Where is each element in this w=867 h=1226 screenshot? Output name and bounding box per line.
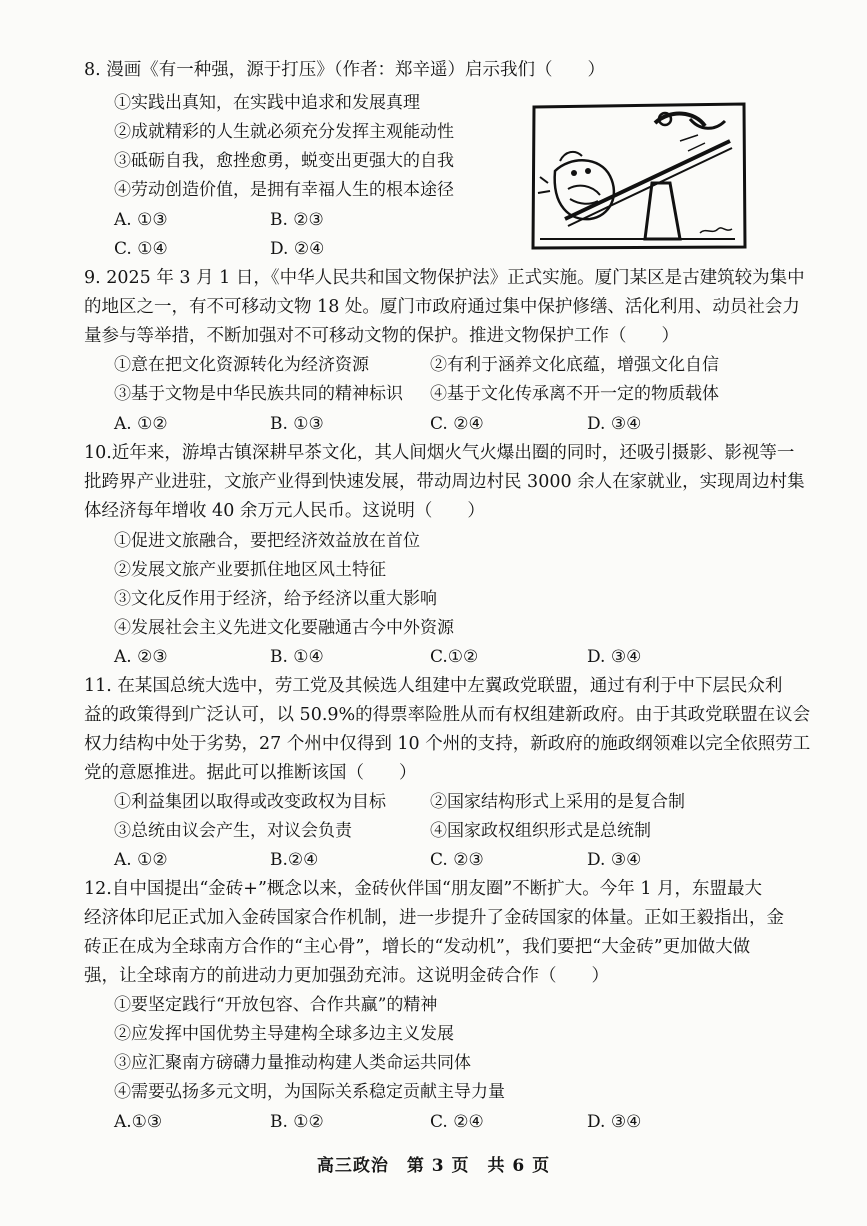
q11-stem-line-4: 党的意愿推进。据此可以推断该国（ ）	[84, 763, 417, 783]
q12-stem-line-1: 12.自中国提出“金砖+”概念以来，金砖伙伴国“朋友圈”不断扩大。今年 1 月，东盟最大	[84, 879, 763, 899]
q8-choice-b: B. ②③	[270, 210, 324, 230]
q12-choice-d: D. ③④	[587, 1112, 642, 1132]
q10-stem-line-2: 批跨界产业进驻，文旅产业得到快速发展，带动周边村民 3000 余人在家就业，实现周边村集	[84, 472, 805, 492]
q12-option-1: ①要坚定践行“开放包容、合作共赢”的精神	[114, 995, 438, 1015]
q12-choice-c: C. ②④	[430, 1112, 484, 1132]
q12-stem-line-2: 经济体印尼正式加入金砖国家合作机制，进一步提升了金砖国家的体量。正如王毅指出，金	[84, 908, 784, 928]
q10-option-2: ②发展文旅产业要抓住地区风土特征	[114, 560, 386, 580]
q10-choice-b: B. ①④	[270, 647, 324, 667]
q8-choice-d: D. ②④	[270, 239, 325, 259]
q9-stem-line-2: 的地区之一，有不可移动文物 18 处。厦门市政府通过集中保护修缮、活化利用、动员社会力	[84, 297, 800, 317]
q9-stem-line-1: 9. 2025 年 3 月 1 日，《中华人民共和国文物保护法》正式实施。厦门某区是古建筑较为集中	[84, 268, 805, 288]
q11-choice-c: C. ②③	[430, 850, 484, 870]
q11-choice-a: A. ①②	[114, 850, 168, 870]
q8-choice-c: C. ①④	[114, 239, 168, 259]
q11-choice-b: B.②④	[270, 850, 319, 870]
q10-stem-line-1: 10.近年来，游埠古镇深耕早茶文化，其人间烟火气火爆出圈的同时，还吸引摄影、影视等一	[84, 443, 795, 463]
q10-choice-a: A. ②③	[114, 647, 168, 667]
q9-option-2: ②有利于涵养文化底蕴，增强文化自信	[430, 355, 719, 375]
q12-option-2: ②应发挥中国优势主导建构全球多边主义发展	[114, 1024, 454, 1044]
q9-option-3: ③基于文物是中华民族共同的精神标识	[114, 384, 403, 404]
q9-choice-c: C. ②④	[430, 414, 484, 434]
q9-choice-d: D. ③④	[587, 414, 642, 434]
q8-option-1: ①实践出真知，在实践中追求和发展真理	[114, 93, 420, 113]
q10-option-1: ①促进文旅融合，要把经济效益放在首位	[114, 531, 420, 551]
q8-option-3: ③砥砺自我，愈挫愈勇，蜕变出更强大的自我	[114, 151, 454, 171]
q9-choice-b: B. ①③	[270, 414, 324, 434]
q9-option-4: ④基于文化传承离不开一定的物质载体	[430, 384, 719, 404]
q10-choice-c: C.①②	[430, 647, 479, 667]
q11-stem-line-3: 权力结构中处于劣势，27 个州中仅得到 10 个州的支持，新政府的施政纲领难以完全依照劳工	[84, 734, 811, 754]
q9-option-1: ①意在把文化资源转化为经济资源	[114, 355, 369, 375]
q8-option-4: ④劳动创造价值，是拥有幸福人生的根本途径	[114, 180, 454, 200]
q10-stem-line-3: 体经济每年增收 40 余万元人民币。这说明（ ）	[84, 501, 485, 521]
q9-stem-line-3: 量参与等举措，不断加强对不可移动文物的保护。推进文物保护工作（ ）	[84, 326, 679, 346]
q10-choice-d: D. ③④	[587, 647, 642, 667]
q11-option-4: ④国家政权组织形式是总统制	[430, 821, 651, 841]
q12-option-4: ④需要弘扬多元文明，为国际关系稳定贡献主导力量	[114, 1082, 505, 1102]
q11-option-1: ①利益集团以取得或改变政权为目标	[114, 792, 386, 812]
q12-option-3: ③应汇聚南方磅礴力量推动构建人类命运共同体	[114, 1053, 471, 1073]
q11-choice-d: D. ③④	[587, 850, 642, 870]
q12-choice-b: B. ①②	[270, 1112, 324, 1132]
q8-option-2: ②成就精彩的人生就必须充分发挥主观能动性	[114, 122, 454, 142]
q11-stem-line-2: 益的政策得到广泛认可，以 50.9%的得票率险胜从而有权组建新政府。由于其政党联盟在议会	[84, 705, 811, 725]
q9-choice-a: A. ①②	[114, 414, 168, 434]
q12-stem-line-3: 砖正在成为全球南方合作的“主心骨”，增长的“发动机”，我们要把“大金砖”更加做大做	[84, 937, 751, 957]
q10-option-4: ④发展社会主义先进文化要融通古今中外资源	[114, 618, 454, 638]
q12-stem-line-4: 强，让全球南方的前进动力更加强劲充沛。这说明金砖合作（ ）	[84, 966, 609, 986]
q11-stem-line-1: 11. 在某国总统大选中，劳工党及其候选人组建中左翼政党联盟，通过有利于中下层民众利	[84, 676, 783, 696]
page-footer: 高三政治 第 3 页 共 6 页	[316, 1156, 551, 1176]
q8-choice-a: A. ①③	[114, 210, 168, 230]
q8-stem: 8. 漫画《有一种强，源于打压》（作者：郑辛遥）启示我们（ ）	[84, 60, 606, 80]
q11-option-3: ③总统由议会产生，对议会负责	[114, 821, 352, 841]
q10-option-3: ③文化反作用于经济，给予经济以重大影响	[114, 589, 437, 609]
q11-option-2: ②国家结构形式上采用的是复合制	[430, 792, 685, 812]
q12-choice-a: A.①③	[114, 1112, 163, 1132]
cartoon-image	[530, 101, 748, 251]
